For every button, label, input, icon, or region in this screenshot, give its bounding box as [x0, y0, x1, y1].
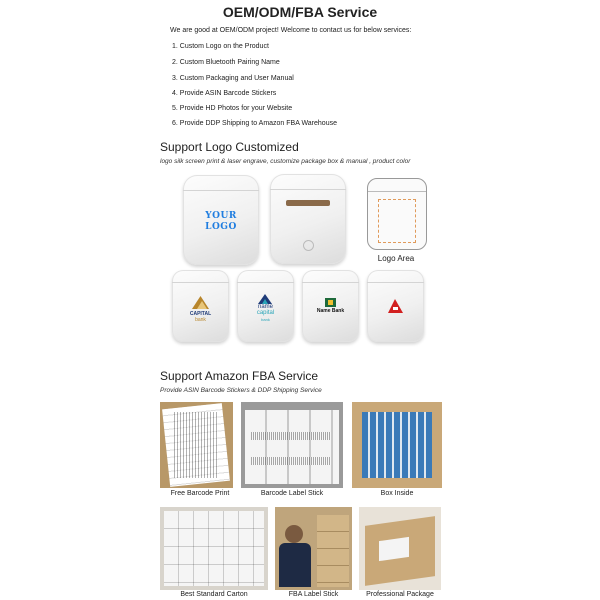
page-title: OEM/ODM/FBA Service: [222, 4, 378, 20]
photo-caption: Barcode Label Stick: [260, 490, 324, 497]
photo-barcode-label-stick: [241, 402, 343, 488]
service-item: 1. Custom Logo on the Product: [172, 43, 269, 50]
logo-area-diagram: [367, 178, 427, 250]
brand-name: bank: [195, 317, 206, 323]
photo-standard-carton: [160, 507, 268, 590]
earbud-case-brand: [367, 270, 424, 342]
photo-professional-package: [359, 507, 441, 590]
photo-box-inside: [352, 402, 442, 488]
earbud-case-open: [270, 174, 346, 264]
service-item: 4. Provide ASIN Barcode Stickers: [172, 90, 277, 97]
fba-section-heading: Support Amazon FBA Service: [160, 369, 319, 383]
brand-name: bank: [261, 317, 270, 322]
photo-barcode-print: [160, 402, 233, 488]
earbud-case-custom-logo: [183, 175, 259, 265]
pair-button-icon: [303, 240, 314, 251]
photo-caption: Best Standard Carton: [180, 591, 248, 598]
brand-name: CAPITAL: [189, 311, 212, 317]
service-item: 6. Provide DDP Shipping to Amazon FBA Warehouse: [172, 120, 337, 127]
case-hinge: [286, 200, 330, 206]
photo-caption: Free Barcode Print: [170, 490, 230, 497]
logo-section-heading: Support Logo Customized: [160, 140, 299, 154]
your-logo-sample: YOUR LOGO: [205, 211, 237, 232]
triangle-logo-icon: [258, 294, 272, 304]
brand-name: Name Bank: [316, 308, 345, 314]
earbud-case-brand: [172, 270, 229, 342]
service-item: 2. Custom Bluetooth Pairing Name: [172, 59, 280, 66]
worker-head: [285, 525, 303, 543]
brand-name: name: [257, 304, 273, 310]
photo-caption: Box Inside: [380, 490, 414, 497]
photo-fba-label-stick: [275, 507, 352, 590]
worker-body: [279, 543, 311, 587]
earbud-case-brand: [237, 270, 294, 342]
service-item: 3. Custom Packaging and User Manual: [172, 75, 294, 82]
intro-text: We are good at OEM/ODM project! Welcome to contact us for below services:: [170, 27, 412, 34]
logo-section-subtitle: logo silk screen print & laser engrave, customize package box & manual , product color: [160, 158, 411, 165]
red-logo-icon: [388, 299, 403, 313]
fba-section-subtitle: Provide ASIN Barcode Stickers & DDP Shipping Service: [160, 387, 322, 394]
logo-area-box: [378, 199, 416, 243]
photo-caption: FBA Label Stick: [288, 591, 339, 598]
brand-name: capital: [256, 310, 275, 316]
logo-area-label: Logo Area: [377, 254, 415, 263]
bank-logo-icon: [325, 298, 336, 307]
service-item: 5. Provide HD Photos for your Website: [172, 105, 293, 112]
mountain-logo-icon: [192, 296, 209, 309]
photo-caption: Professional Package: [366, 591, 434, 598]
earbud-case-brand: [302, 270, 359, 342]
